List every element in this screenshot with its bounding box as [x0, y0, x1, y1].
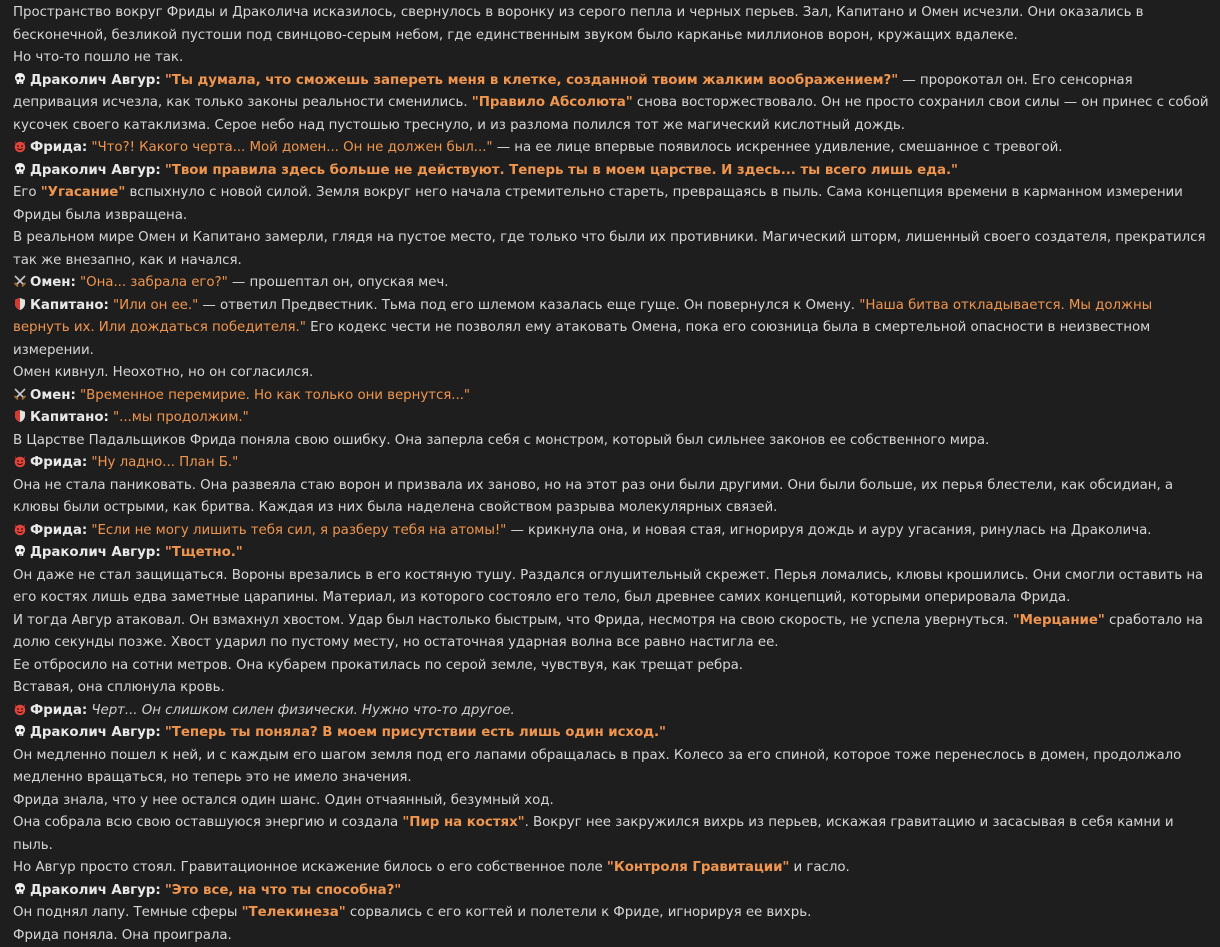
text: сорвались с его когтей и полетели к Фриде, игнорируя ее вихрь.	[346, 905, 812, 920]
text: Она собрала всю свою оставшуюся энергию и создала	[13, 815, 402, 830]
text: Ее отбросило на сотни метров. Она кубарем прокатилась по серой земле, чувствуя, как трещат ребра.	[13, 658, 743, 673]
chat-message	[13, 272, 1210, 295]
skull-icon	[13, 544, 27, 558]
chat-message	[13, 137, 1210, 160]
narration-paragraph	[13, 565, 1210, 610]
text: Но что-то пошло не так.	[13, 50, 183, 65]
narration-paragraph	[13, 2, 1210, 47]
text: Омен кивнул. Неохотно, но он согласился.	[13, 365, 313, 380]
speaker-name: Капитано:	[30, 410, 109, 425]
quote-highlight: "Если не могу лишить тебя сил, я разберу тебя на атомы!"	[91, 523, 506, 538]
narration-paragraph	[13, 362, 1210, 385]
text: — крикнула она, и новая стая, игнорируя дождь и ауру угасания, ринулась на Драколича.	[506, 523, 1151, 538]
devil-icon	[13, 454, 27, 468]
chat-message	[13, 385, 1210, 408]
text: Но Авгур просто стоял. Гравитационное искажение билось о его собственное поле	[13, 860, 607, 875]
inner-thought: Черт... Он слишком силен физически. Нужно что-то другое.	[91, 703, 514, 718]
narration-paragraph	[13, 812, 1210, 857]
speaker-name: Драколич Авгур:	[30, 545, 161, 560]
narration-paragraph	[13, 655, 1210, 678]
text: Его	[13, 185, 41, 200]
quote-highlight: "Пир на костях"	[402, 815, 524, 830]
text: В Царстве Падальщиков Фрида поняла свою ошибку. Она заперла себя с монстром, который был сильнее законов ее собственного мира.	[13, 433, 989, 448]
speaker-name: Фрида:	[30, 523, 87, 538]
shield-icon	[13, 409, 27, 423]
text: Он поднял лапу. Темные сферы	[13, 905, 242, 920]
chat-message	[13, 70, 1210, 138]
quote-highlight: "Теперь ты поняла? В моем присутствии есть лишь один исход."	[165, 725, 666, 740]
text: вспыхнуло с новой силой. Земля вокруг него начала стремительно стареть, превращаясь в пыль. Сама концепция времени в карманном измерении Фриды была извращена.	[13, 185, 1183, 223]
skull-icon	[13, 724, 27, 738]
quote-highlight: "Что?! Какого черта... Мой домен... Он не должен был..."	[91, 140, 492, 155]
text: Фрида поняла. Она проиграла.	[13, 928, 232, 943]
narration-paragraph	[13, 610, 1210, 655]
text: Пространство вокруг Фриды и Драколича исказилось, свернулось в воронку из серого пепла и черных перьев. Зал, Капитано и Омен исчезли. Они оказались в бесконечной, безликой пустоши под свинцово-серым небом, где единственным звуком было карканье миллионов ворон, кружащих вдалеке.	[13, 5, 1143, 43]
chat-message	[13, 452, 1210, 475]
quote-highlight: "Мерцание"	[1013, 613, 1105, 628]
text: В реальном мире Омен и Капитано замерли, глядя на пустое место, где только что были их противники. Магический шторм, лишенный своего создателя, прекратился так же внезапно, как и начался.	[13, 230, 1205, 268]
quote-highlight: "Телекинеза"	[242, 905, 346, 920]
speaker-name: Драколич Авгур:	[30, 883, 161, 898]
quote-highlight: "Угасание"	[41, 185, 126, 200]
text: Он даже не стал защищаться. Вороны врезались в его костяную тушу. Раздался оглушительный скрежет. Перья ломались, клювы крошились. Они смогли оставить на его костях лишь едва заметные царапины. Материал, из которого состояло его тело, был древнее самих концепций, которыми оперировала Фрида.	[13, 568, 1203, 606]
chat-message	[13, 407, 1210, 430]
text: Она не стала паниковать. Она развеяла стаю ворон и призвала их заново, но на этот раз они были другими. Они были больше, их перья блестели, как обсидиан, а клювы были острыми, как бритва. Каждая из них была наделена свойством разрыва молекулярных связей.	[13, 478, 1173, 516]
quote-highlight: "Твои правила здесь больше не действуют. Теперь ты в моем царстве. И здесь... ты всего лишь еда."	[165, 163, 958, 178]
swords-icon	[13, 274, 27, 288]
quote-highlight: "Временное перемирие. Но как только они вернутся..."	[80, 388, 470, 403]
text: — прошептал он, опуская меч.	[228, 275, 449, 290]
chat-message	[13, 722, 1210, 745]
narration-paragraph	[13, 430, 1210, 453]
narration-paragraph	[13, 677, 1210, 700]
speaker-name: Омен:	[30, 388, 76, 403]
skull-icon	[13, 882, 27, 896]
speaker-name: Фрида:	[30, 703, 87, 718]
narration-paragraph	[13, 902, 1210, 925]
text: . Вокруг нее закружился вихрь из перьев, искажая гравитацию и засасывая в себя камни и пыль.	[13, 815, 1174, 853]
quote-highlight: "Или он ее."	[113, 298, 198, 313]
quote-highlight: "Правило Абсолюта"	[472, 95, 633, 110]
chat-message	[13, 295, 1210, 363]
narration-paragraph	[13, 925, 1210, 947]
speaker-name: Фрида:	[30, 455, 87, 470]
chat-message	[13, 520, 1210, 543]
chat-message	[13, 160, 1210, 183]
text: и гасло.	[789, 860, 849, 875]
speaker-name: Драколич Авгур:	[30, 725, 161, 740]
chat-message	[13, 880, 1210, 903]
devil-icon	[13, 139, 27, 153]
speaker-name: Драколич Авгур:	[30, 163, 161, 178]
text: снова восторжествовало. Он не просто сохранил свои силы — он принес с собой кусочек своего катаклизма. Серое небо над пустошью треснуло, и из разлома полился тот же магический кислотный дождь.	[13, 95, 1209, 133]
quote-highlight: "Ты думала, что сможешь запереть меня в клетке, созданной твоим жалким воображением?"	[165, 73, 898, 88]
narration-paragraph	[13, 745, 1210, 790]
text: сработало на долю секунды позже. Хвост ударил по пустому месту, но остаточная ударная волна все равно настигла ее.	[13, 613, 1203, 651]
speaker-name: Драколич Авгур:	[30, 73, 161, 88]
quote-highlight: "...мы продолжим."	[113, 410, 249, 425]
speaker-name: Фрида:	[30, 140, 87, 155]
skull-icon	[13, 162, 27, 176]
text: Фрида знала, что у нее остался один шанс. Один отчаянный, безумный ход.	[13, 793, 554, 808]
quote-highlight: "Она... забрала его?"	[80, 275, 228, 290]
narration-paragraph	[13, 227, 1210, 272]
text: И тогда Авгур атаковал. Он взмахнул хвостом. Удар был настолько быстрым, что Фрида, несмотря на свою скорость, не успела увернуться.	[13, 613, 1013, 628]
devil-icon	[13, 522, 27, 536]
swords-icon	[13, 387, 27, 401]
narration-paragraph	[13, 790, 1210, 813]
text: — пророкотал он. Его сенсорная депривация исчезла, как только законы реальности сменились.	[13, 73, 1133, 111]
text: — ответил Предвестник. Тьма под его шлемом казалась еще гуще. Он повернулся к Омену.	[198, 298, 859, 313]
speaker-name: Омен:	[30, 275, 76, 290]
narration-paragraph	[13, 857, 1210, 880]
text: Его кодекс чести не позволял ему атаковать Омена, пока его союзница была в смертельной опасности в неизвестном измерении.	[13, 320, 1150, 358]
narration-paragraph	[13, 475, 1210, 520]
narration-paragraph	[13, 47, 1210, 70]
text: — на ее лице впервые появилось искреннее удивление, смешанное с тревогой.	[493, 140, 1063, 155]
narration-paragraph	[13, 182, 1210, 227]
chat-message	[13, 700, 1210, 723]
chat-message	[13, 542, 1210, 565]
text: Вставая, она сплюнула кровь.	[13, 680, 225, 695]
text: Он медленно пошел к ней, и с каждым его шагом земля под его лапами обращалась в прах. Колесо за его спиной, которое тоже перенеслось в домен, продолжало медленно вращаться, но теперь это не имело значения.	[13, 748, 1181, 786]
shield-icon	[13, 297, 27, 311]
quote-highlight: "Ну ладно... План Б."	[91, 455, 238, 470]
quote-highlight: "Тщетно."	[165, 545, 243, 560]
speaker-name: Капитано:	[30, 298, 109, 313]
quote-highlight: "Контроля Гравитации"	[607, 860, 789, 875]
quote-highlight: "Это все, на что ты способна?"	[165, 883, 401, 898]
devil-icon	[13, 702, 27, 716]
quote-highlight: "Наша битва откладывается. Мы должны вернуть их. Или дождаться победителя."	[13, 298, 1152, 336]
skull-icon	[13, 72, 27, 86]
